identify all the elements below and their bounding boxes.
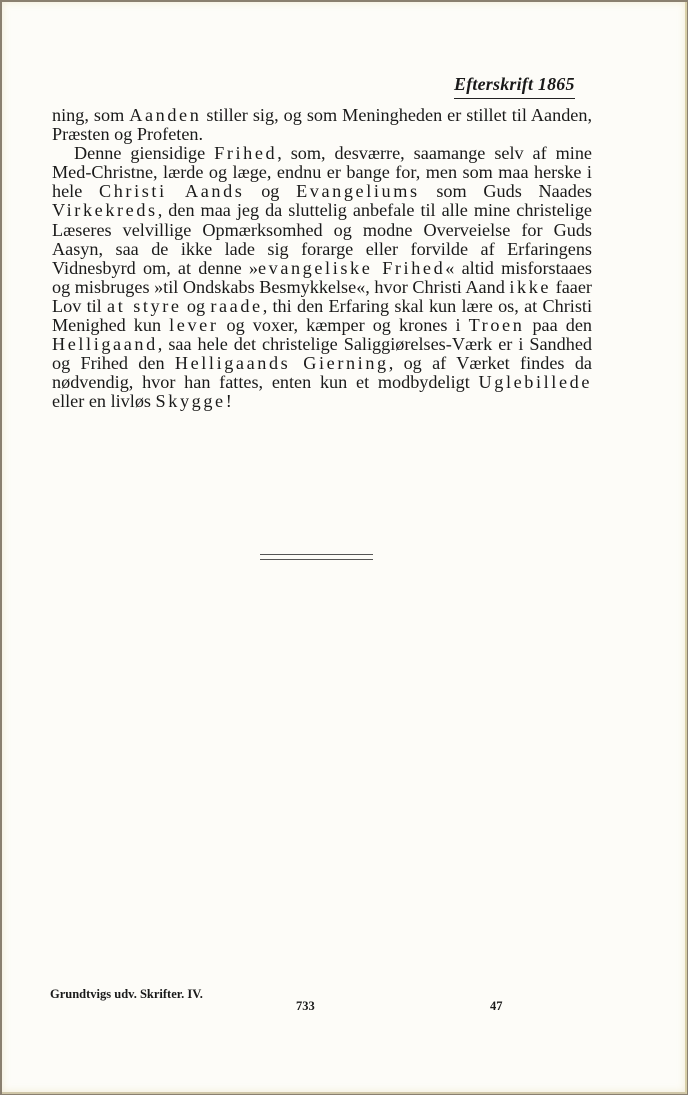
- text-run: stiller sig, og som Meningheden er stillet til Aanden, Præsten og Profeten.: [52, 105, 593, 145]
- text-run: ning, som: [52, 105, 130, 125]
- sheet-number: 47: [490, 999, 503, 1013]
- emphasis-spaced: lever: [169, 315, 219, 336]
- emphasis-spaced: Uglebillede: [478, 372, 592, 393]
- emphasis-spaced: Aanden: [129, 105, 202, 125]
- text-run: som Guds Naades: [419, 181, 593, 202]
- book-page: [2, 2, 687, 1094]
- emphasis-spaced: raade: [210, 295, 263, 316]
- text-run: Denne giensidige: [74, 143, 215, 164]
- emphasis-spaced: Virkekreds: [52, 200, 158, 221]
- emphasis-spaced: Skygge: [155, 391, 226, 412]
- emphasis-spaced: at styre: [107, 295, 182, 316]
- emphasis-spaced: Evangeliums: [296, 181, 420, 202]
- text-run: paa den: [524, 315, 593, 336]
- body-text: [52, 106, 592, 412]
- text-run: eller en livløs: [52, 391, 156, 412]
- page-number: 733: [296, 999, 315, 1013]
- text-run: faaer Lov til: [52, 276, 592, 316]
- text-run: , thi den Erfaring skal kun lære os, at Christi Menighed kun: [52, 295, 593, 336]
- text-run: og: [244, 181, 297, 202]
- paragraph: [52, 144, 592, 411]
- emphasis-spaced: evangeliske Frihed: [257, 257, 446, 278]
- emphasis-spaced: Christi Aands: [99, 181, 245, 202]
- text-run: « altid misforstaaes og misbruges »til Ondskabs Besmykkelse«, hvor Christi Aand: [52, 257, 592, 297]
- text-run: , som, desværre, saamange selv af mine Med-Christne, lærde og læge, endnu er bange for, men som maa herske i hele: [52, 143, 592, 202]
- text-run: , den maa jeg da sluttelig anbefale til alle mine christelige Læseres velvillige Opmærksomhed og modne Overveielse for Guds Aasyn, saa de ikke lade sig forarge eller forvilde af Erfaringens Vidnesbyrd om, at denne »: [52, 200, 592, 278]
- emphasis-spaced: Troen: [468, 315, 525, 336]
- text-run: , og af Værket findes da nødvendig, hvor han fattes, enten kun et modbydeligt: [52, 353, 592, 393]
- text-run: !: [225, 391, 232, 412]
- text-run: , saa hele det christelige Saliggiørelses-Værk er i Sandhed og Frihed den: [52, 334, 592, 374]
- section-end-rule: [260, 554, 373, 560]
- paragraph: [52, 106, 592, 144]
- text-run: og voxer, kæmper og krones i: [218, 315, 469, 336]
- emphasis-spaced: Frihed: [214, 143, 278, 164]
- running-head: Efterskrift 1865: [454, 74, 575, 99]
- emphasis-spaced: ikke: [509, 276, 552, 297]
- emphasis-spaced: Helligaand: [52, 334, 158, 355]
- emphasis-spaced: Helligaands Gierning: [174, 353, 389, 374]
- footer-signature: Grundtvigs udv. Skrifter. IV.: [50, 987, 203, 1001]
- text-run: og: [181, 295, 211, 316]
